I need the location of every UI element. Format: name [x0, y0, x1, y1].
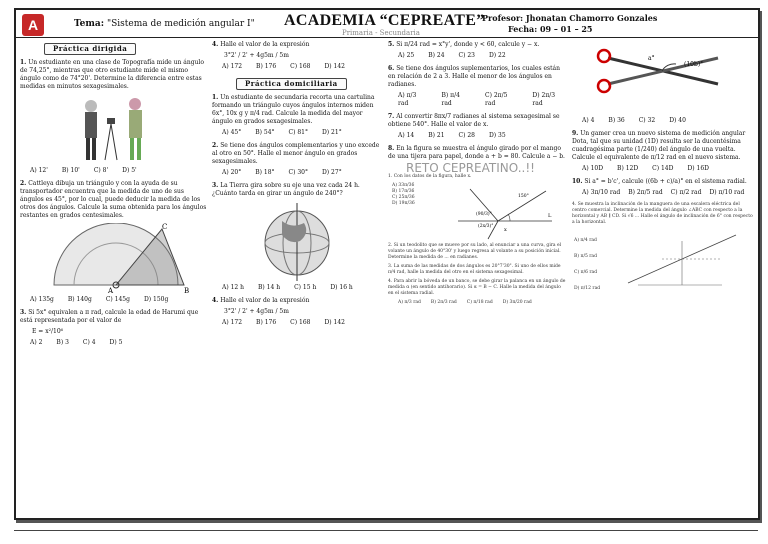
q2-options — [30, 296, 208, 304]
challenge-item-1: 1. Con los datos de la figura, halle x. — [388, 174, 472, 179]
option-a: A) 25 — [398, 52, 415, 59]
option-d: D) π/10 rad — [709, 189, 745, 196]
option-b: B) 2π/5 rad — [628, 189, 663, 196]
option-b: B) 21 — [428, 132, 445, 139]
option-c: C) π/18 rad — [466, 300, 493, 305]
question-text: Si 5x° equivalen a π rad, calcule la edad de Harumi que está representada por el valor de — [20, 309, 199, 324]
option-d: D) 19π/36 — [392, 201, 415, 206]
angle-label: (90/3)° — [476, 212, 492, 217]
column-2 — [212, 41, 382, 332]
question-9 — [572, 130, 754, 162]
option-c: C) 8' — [93, 167, 109, 174]
academy-subtitle: Primaria - Secundaria — [342, 29, 420, 37]
question-2 — [212, 142, 382, 166]
header — [16, 10, 758, 38]
question-number: 7. — [388, 113, 395, 120]
option-b: B) 10' — [61, 167, 80, 174]
hw-q1-options — [222, 129, 382, 137]
page-bottom-rule — [14, 530, 758, 531]
option-a: A) π/3 rad — [398, 92, 417, 107]
column-3 — [388, 41, 566, 311]
question-text: Un estudiante de secundaria recorta una cartulina formando un triángulo cuyos ángulos internos miden 6x°, 10x g y π/4 rad. Calcule la medida del mayor ángulo en grados sexagesimales. — [212, 94, 375, 125]
formula: E = x²/10⁶ — [32, 328, 64, 335]
option-c: C) π/2 rad — [670, 189, 702, 196]
question-number: 4. — [212, 41, 219, 48]
option-c: C) 168 — [290, 63, 311, 70]
challenge-4-options — [398, 300, 566, 306]
q4-options — [222, 63, 382, 71]
option-d: D) 22 — [489, 52, 506, 59]
question-number: 1. — [212, 94, 219, 101]
option-a: A) 45° — [222, 129, 242, 136]
q8-options — [582, 117, 754, 125]
question-1 — [20, 59, 208, 91]
option-b: B) π/4 rad — [441, 92, 460, 107]
option-b: B) 36 — [608, 117, 625, 124]
option-d: D) π/12 rad — [574, 286, 601, 291]
question-text: Se tiene dos ángulos suplementarios, los cuales están en relación de 2 a 3. Halle el menor de los ángulos en radianes. — [388, 65, 560, 88]
question-text: Si a° = b'c', calcule ((6b + c)/a)° en el sistema radial. — [584, 178, 747, 185]
escalator-block — [572, 229, 754, 339]
option-c: C) 14D — [652, 165, 674, 172]
option-b: B) 3 — [56, 339, 69, 346]
challenge-item-escalator: 4. Se muestra la inclinación de la manguera de una escalera eléctrica del centro comercial. Determine la medida del ángulo ∠ABC con respecto a la horizontal y AB ∥ CD. Si √6 ... Halle el ángulo de inclinación de 6° con respecto a la horizontal. — [572, 202, 753, 225]
question-number: 3. — [20, 309, 27, 316]
teacher-name: Profesor: Jhonatan Chamorro Gonzales — [482, 13, 658, 23]
question-text: Halle el valor de la expresión — [220, 297, 310, 304]
question-number: 1. — [20, 59, 27, 66]
question-1 — [212, 94, 382, 126]
option-a: A) 14 — [398, 132, 415, 139]
angle-label: x — [504, 227, 507, 233]
option-b: B) 54° — [255, 129, 275, 136]
option-a: A) 12 h — [222, 284, 244, 291]
earth-globe-figure — [252, 201, 342, 281]
option-a: A) 10D — [582, 165, 604, 172]
question-text: Un gamer crea un nuevo sistema de medición angular Dota, tal que su unidad (1D) resulta ser la ducentésima cuadragésima parte (1/240) del ángulo de una vuelta. Calcule el equivalente de π/12 rad en el nuevo sistema. — [572, 130, 746, 161]
question-text: Si π/24 rad = x°y', donde y < 60, calcule y − x. — [396, 41, 540, 48]
option-c: C) 81° — [288, 129, 308, 136]
option-a: A) 172 — [222, 63, 243, 70]
topic-label: Tema: — [74, 19, 105, 29]
q5-options — [398, 52, 566, 60]
question-7 — [388, 113, 566, 129]
academy-logo: A — [22, 14, 44, 36]
angle-label: 150° — [518, 194, 529, 199]
option-b: B) 14 h — [258, 284, 281, 291]
option-d: D) 142 — [324, 319, 345, 326]
q7-options — [398, 132, 566, 140]
option-d: D) 16D — [687, 165, 709, 172]
protractor-triangle-figure — [34, 223, 194, 293]
formula: 3°2' / 2' + 4g5m / 5m — [224, 52, 289, 59]
option-b: B) 176 — [256, 63, 277, 70]
option-c: C) 4 — [82, 339, 96, 346]
question-number: 3. — [212, 182, 219, 189]
option-a: A) 4 — [582, 117, 595, 124]
question-number: 6. — [388, 65, 395, 72]
column-4 — [572, 41, 754, 339]
option-c: C) 25π/36 — [392, 195, 415, 200]
q6-options — [398, 92, 566, 108]
question-5 — [388, 41, 566, 49]
angle-label: (10b)° — [684, 61, 704, 68]
vertex-label: B — [184, 287, 190, 293]
option-d: D) 3π/20 rad — [502, 300, 532, 305]
question-number: 2. — [20, 180, 27, 187]
line-label: L — [548, 213, 552, 219]
students-illustration — [59, 94, 169, 164]
question-2 — [20, 180, 208, 220]
date: Fecha: 09 – 01 – 25 — [508, 24, 593, 34]
angle-label: a° — [648, 55, 655, 62]
challenge-item-4: 4. Para abrir la bóveda de un banco, se debe girar la palanca en un ángulo de medida α (en sentido antihorario). Si α = B − C. Halle la medida del ángulo en el sistema radial. — [388, 279, 566, 296]
option-b: B) 17π/36 — [392, 189, 415, 194]
option-d: D) 27° — [322, 169, 342, 176]
option-b: B) 140g — [67, 296, 92, 303]
option-a: A) 12' — [30, 167, 48, 174]
question-text: Cattleya dibuja un triángulo y con la ayuda de su transportador encuentra que la medida de uno de sus ángulos es 45°, por lo cual, puede deducir la medida de los otros dos ángulos. Calcule la suma obtenida para los ángulos restantes en grados centesimales. — [20, 180, 207, 219]
hw-q3-options — [222, 284, 382, 292]
section-practica-dirigida: Práctica dirigida — [44, 43, 136, 55]
hw-q2-options — [222, 169, 382, 177]
topic — [74, 19, 255, 29]
question-text: Al convertir 8πx/7 radianes al sistema sexagesimal se obtiene 540°. Halle el valor de x. — [388, 113, 560, 128]
column-1 — [20, 41, 208, 352]
q1-options — [30, 167, 208, 175]
option-a: A) 3π/10 rad — [582, 189, 621, 196]
header-divider — [16, 37, 758, 38]
option-c: C) 32 — [638, 117, 656, 124]
option-b: B) 18° — [255, 169, 275, 176]
option-c: C) 145g — [105, 296, 130, 303]
option-a: A) 20° — [222, 169, 242, 176]
option-d: D) 5' — [122, 167, 137, 174]
option-c: C) π/6 rad — [574, 270, 598, 275]
section-practica-domiciliaria: Práctica domiciliaria — [236, 78, 347, 90]
challenge-item-2: 2. Si un teodolito que se mueve por su lado, al enunciar a una curva, gira el volante un ángulo de 40°30' y luego regresa al volante a su posición inicial. Determine la medida de ... en radianes. — [388, 243, 562, 260]
option-d: D) 2π/3 rad — [532, 92, 556, 107]
option-b: B) 24 — [428, 52, 445, 59]
option-b: B) 12D — [617, 165, 639, 172]
angles-figure — [448, 183, 558, 241]
option-b: B) π/5 rad — [574, 254, 597, 259]
topic-value: "Sistema de medición angular I" — [106, 19, 255, 29]
option-d: D) 21° — [322, 129, 342, 136]
option-c: C) 15 h — [294, 284, 317, 291]
q3-options — [30, 339, 208, 347]
q10-options — [582, 189, 754, 197]
challenge-figure-block — [388, 183, 566, 243]
q9-options — [582, 165, 754, 173]
question-4 — [212, 41, 382, 49]
challenge-item-3: 3. La suma de las medidas de dos ángulos es 20°7'30". Si uno de ellos mide π/4 rad, halle la medida del otro en el sistema sexagesimal. — [388, 264, 561, 275]
option-d: D) 5 — [109, 339, 123, 346]
question-6 — [388, 65, 566, 89]
question-text: La Tierra gira sobre su eje una vez cada 24 h. ¿Cuánto tarda en girar un ángulo de 240°? — [212, 182, 360, 197]
option-d: D) 16 h — [330, 284, 353, 291]
challenge-options — [392, 183, 432, 207]
challenge-heading: RETO CEPREATINO..!! — [406, 161, 535, 175]
question-8 — [388, 145, 566, 161]
question-number: 8. — [388, 145, 395, 152]
option-d: D) 142 — [324, 63, 345, 70]
formula: 3°2' / 2' + 4g5m / 5m — [224, 308, 289, 315]
question-text: En la figura se muestra el ángulo girado por el mango de una tijera para papel, donde a + b = 80. Calcule a − b. — [388, 145, 565, 160]
option-a: A) 2 — [30, 339, 43, 346]
escalator-figure — [622, 229, 742, 289]
option-b: B) 2π/3 rad — [430, 300, 457, 305]
option-d: D) 40 — [669, 117, 686, 124]
question-number: 9. — [572, 130, 579, 137]
option-a: A) π/3 rad — [398, 300, 421, 305]
option-c: C) 2π/5 rad — [485, 92, 508, 107]
question-number: 10. — [572, 178, 583, 185]
option-c: C) 28 — [458, 132, 475, 139]
option-a: A) π/4 rad — [574, 238, 597, 243]
question-10 — [572, 178, 754, 186]
scissors-figure — [588, 44, 738, 114]
option-c: C) 168 — [290, 319, 311, 326]
question-number: 2. — [212, 142, 219, 149]
option-c: C) 23 — [458, 52, 475, 59]
option-c: C) 30° — [288, 169, 308, 176]
escalator-options — [574, 233, 614, 297]
option-d: D) 150g — [143, 296, 169, 303]
question-text: Un estudiante en una clase de Topografía mide un ángulo de 74,25°, mientras que otro estudiante mide el mismo ángulo como de 74°20'. Determine la diferencia entre estas medidas en minutos sexagesimales. — [20, 59, 204, 90]
academy-title: ACADEMIA “CEPREATE” — [284, 12, 485, 29]
vertex-label: C — [162, 223, 168, 231]
vertex-label: A — [108, 287, 114, 293]
question-3 — [212, 182, 382, 198]
question-number: 5. — [388, 41, 395, 48]
question-4 — [212, 297, 382, 305]
hw-q4-options — [222, 319, 382, 327]
option-a: A) 33π/36 — [392, 183, 415, 188]
question-number: 4. — [212, 297, 219, 304]
option-a: A) 172 — [222, 319, 243, 326]
option-d: D) 35 — [489, 132, 506, 139]
angle-label: (2x/3)° — [478, 224, 494, 229]
option-a: A) 135g — [30, 296, 54, 303]
question-text: Halle el valor de la expresión — [220, 41, 310, 48]
worksheet-page — [14, 8, 760, 520]
question-3 — [20, 309, 208, 325]
option-b: B) 176 — [256, 319, 277, 326]
question-text: Se tiene dos ángulos complementarios y uno excede al otro en 50°. Halle el menor ángulo en grados sexagesimales. — [212, 142, 380, 165]
